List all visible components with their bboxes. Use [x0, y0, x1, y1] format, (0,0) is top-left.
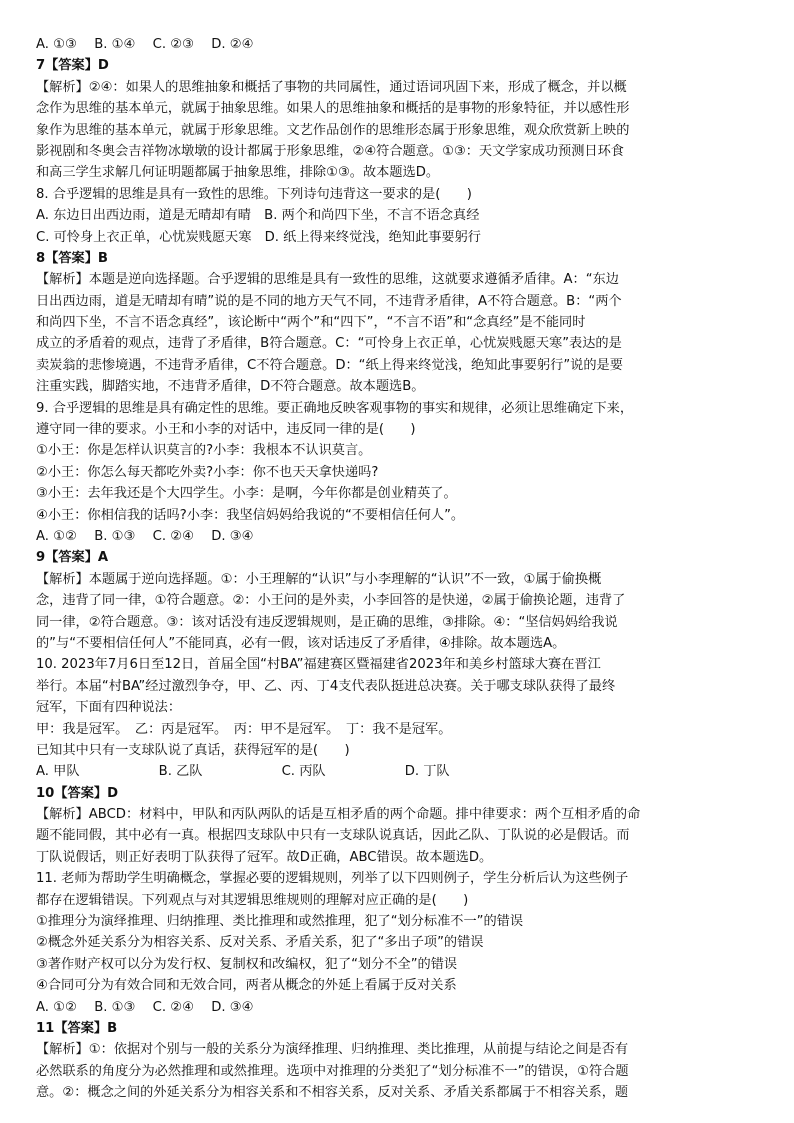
options-line: C. 可怜身上衣正单，心忧炭贱愿天寒 D. 纸上得来终觉浅，绝知此事要躬行 — [36, 229, 481, 245]
analysis-line: 和高三学生求解几何证明题都属于抽象思维，排除①③。故本题选D。 — [36, 165, 440, 181]
options-line: A. 东边日出西边雨，道是无晴却有晴 B. 两个和尚四下坐，不言不语念真经 — [36, 208, 480, 224]
analysis-line: 念作为思维的基本单元，就属于抽象思维。如果人的思维抽象和概括的是事物的形象特征，并以感性形 — [36, 101, 630, 117]
options-line: A. 甲队 B. 乙队 C. 丙队 D. 丁队 — [36, 764, 450, 780]
analysis-line: 卖炭翁的悲惨境遇，不违背矛盾律，C不符合题意。D：“纸上得来终觉浅，绝知此事要躬行”说的是要 — [36, 357, 623, 373]
statement-line: ②概念外延关系分为相容关系、反对关系、矛盾关系，犯了“多出子项”的错误 — [36, 935, 484, 951]
answer-line: 8【答案】B — [36, 250, 108, 266]
dialogue-line: ②小王：你怎么每天都吃外卖?小李：你不也天天拿快递吗? — [36, 464, 379, 480]
question-line: 冠军，下面有四种说法： — [36, 700, 182, 716]
answer-line: 7【答案】D — [36, 58, 109, 74]
question-line: 已知其中只有一支球队说了真话，获得冠军的是( ) — [36, 742, 350, 758]
analysis-line: 必然联系的角度分为必然推理和或然推理。选项中对推理的分类犯了“划分标准不一”的错误，①符合题 — [36, 1063, 629, 1079]
statement-line: ③著作财产权可以分为发行权、复制权和改编权，犯了“划分不全”的错误 — [36, 956, 458, 972]
document-page — [36, 34, 760, 1104]
question-line: 举行。本届“村BA”经过激烈争夺，甲、乙、丙、丁4支代表队挺进总决赛。关于哪支球队获得了最终 — [36, 678, 616, 694]
analysis-line: 影视剧和冬奥会吉祥物冰墩墩的设计都属于形象思维，②④符合题意。①③：天文学家成功预测日环食 — [36, 143, 624, 159]
dialogue-line: ③小王：去年我还是个大四学生。小李：是啊，今年你都是创业精英了。 — [36, 486, 457, 502]
analysis-line: 意。②：概念之间的外延关系分为相容关系和不相容关系，反对关系、矛盾关系都属于不相容关系，题 — [36, 1085, 629, 1101]
question-line: 10. 2023年7月6日至12日，首届全国“村BA”福建赛区暨福建省2023年和美乡村篮球大赛在晋江 — [36, 657, 601, 673]
analysis-line: 【解析】ABCD：材料中，甲队和丙队两队的话是互相矛盾的两个命题。排中律要求：两个互相矛盾的命 — [36, 807, 641, 823]
analysis-line: 【解析】本题是逆向选择题。合乎逻辑的思维是具有一致性的思维，这就要求遵循矛盾律。A：“东边 — [36, 272, 619, 288]
answer-line: 11【答案】B — [36, 1020, 118, 1036]
analysis-line: 象作为思维的基本单元，就属于形象思维。文艺作品创作的思维形态属于形象思维，观众欣赏新上映的 — [36, 122, 630, 138]
analysis-line: 题不能同假，其中必有一真。根据四支球队中只有一支球队说真话，因此乙队、丁队说的必是假话。而 — [36, 828, 630, 844]
statement-line: ①推理分为演绎推理、归纳推理、类比推理和或然推理，犯了“划分标准不一”的错误 — [36, 914, 524, 930]
question-line: 11. 老师为帮助学生明确概念，掌握必要的逻辑规则，列举了以下四则例子，学生分析后认为这些例子 — [36, 871, 629, 887]
analysis-line: 【解析】②④：如果人的思维抽象和概括了事物的共同属性，通过语词巩固下来，形成了概念，并以概 — [36, 79, 627, 95]
answer-line: 9【答案】A — [36, 550, 109, 566]
options-line: A. ①② B. ①③ C. ②④ D. ③④ — [36, 528, 254, 544]
analysis-line: 丁队说假话，则正好表明丁队获得了冠军。故D正确，ABC错误。故本题选D。 — [36, 849, 493, 865]
analysis-line: 日出西边雨，道是无晴却有晴”说的是不同的地方天气不同，不违背矛盾律，A不符合题意。B：“两个 — [36, 293, 622, 309]
analysis-line: 和尚四下坐，不言不语念真经”，该论断中“两个”和“四下”，“不言不语”和“念真经”是不能同时 — [36, 315, 586, 331]
analysis-line: 注重实践，脚踏实地，不违背矛盾律，D不符合题意。故本题选B。 — [36, 379, 425, 395]
analysis-line: 的”与“不要相信任何人”不能同真，必有一假，该对话违反了矛盾律，④排除。故本题选A。 — [36, 635, 566, 651]
analysis-line: 同一律，②符合题意。③：该对话没有违反逻辑规则，是正确的思维，③排除。④：“坚信妈妈给我说 — [36, 614, 618, 630]
statement-line: ④合同可分为有效合同和无效合同，两者从概念的外延上看属于反对关系 — [36, 978, 457, 994]
question-line: 9. 合乎逻辑的思维是具有确定性的思维。要正确地反映客观事物的事实和规律，必须让思维确定下来， — [36, 400, 634, 416]
statement-line: 甲：我是冠军。 乙：丙是冠军。 丙：甲不是冠军。 丁：我不是冠军。 — [36, 721, 452, 737]
analysis-line: 成立的矛盾着的观点，违背了矛盾律，B符合题意。C：“可怜身上衣正单，心忧炭贱愿天寒”表达的是 — [36, 336, 622, 352]
options-line: A. ①② B. ①③ C. ②④ D. ③④ — [36, 999, 254, 1015]
answer-line: 10【答案】D — [36, 785, 119, 801]
question-line: 都存在逻辑错误。下列观点与对其逻辑思维规则的理解对应正确的是( ) — [36, 892, 469, 908]
analysis-line: 【解析】本题属于逆向选择题。①：小王理解的“认识”与小李理解的“认识”不一致，①属于偷换概 — [36, 571, 602, 587]
analysis-line: 【解析】①：依据对个别与一般的关系分为演绎推理、归纳推理、类比推理，从前提与结论之间是否有 — [36, 1042, 629, 1058]
dialogue-line: ④小王：你相信我的话吗?小李：我坚信妈妈给我说的“不要相信任何人”。 — [36, 507, 465, 523]
analysis-line: 念，违背了同一律，①符合题意。②：小王问的是外卖，小李回答的是快递，②属于偷换论题，违背了 — [36, 593, 626, 609]
options-line: A. ①③ B. ①④ C. ②③ D. ②④ — [36, 37, 254, 52]
question-line: 遵守同一律的要求。小王和小李的对话中，违反同一律的是( ) — [36, 422, 416, 438]
dialogue-line: ①小王：你是怎样认识莫言的?小李：我根本不认识莫言。 — [36, 443, 372, 459]
question-line: 8. 合乎逻辑的思维是具有一致性的思维。下列诗句违背这一要求的是( ) — [36, 186, 472, 202]
